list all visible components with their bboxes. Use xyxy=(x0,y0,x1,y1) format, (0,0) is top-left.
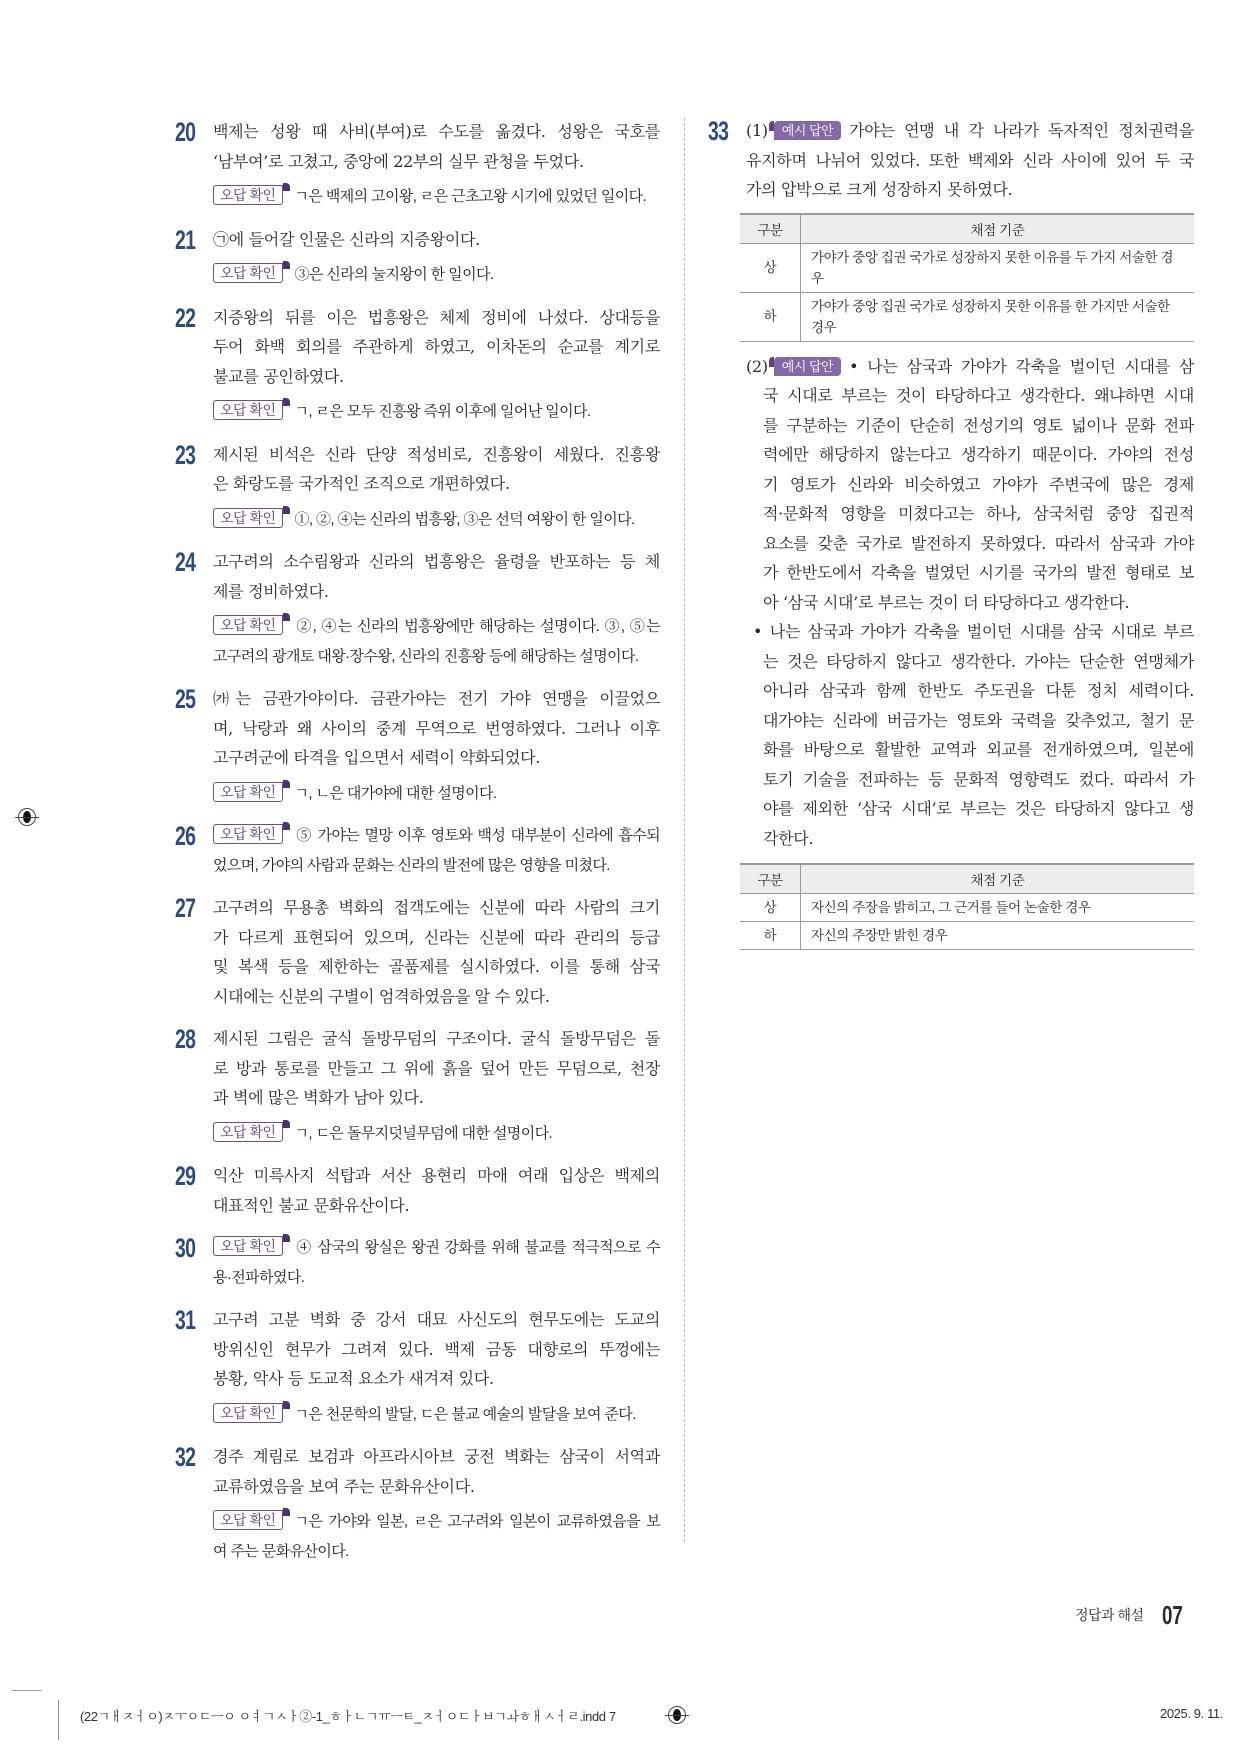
page-number: 07 xyxy=(1161,1600,1183,1630)
question-number: 21 xyxy=(175,224,196,255)
text: 야를 제외한 ‘삼국 시대’로 부르는 것은 타당하지 않다고 생 xyxy=(763,799,1194,818)
column-divider xyxy=(684,118,685,1542)
table-row xyxy=(740,292,1194,341)
answer-line: 로 방과 통로를 만들고 그 위에 흙을 덮어 만든 무덤으로, 천장 xyxy=(213,1058,660,1078)
answer-line: 익산 미륵사지 석탑과 서산 용현리 마애 여래 입상은 백제의 xyxy=(213,1166,660,1185)
question-number: 32 xyxy=(175,1442,196,1472)
wrong-check-badge: 오답 확인 xyxy=(213,185,283,205)
answer-line xyxy=(753,617,1194,647)
text: ㄱ, ㄹ은 모두 진흥왕 즉위 이후에 일어난 일이다. xyxy=(294,403,591,420)
note-line xyxy=(213,1537,660,1567)
text: ①, ②, ④는 신라의 법흥왕, ③은 선덕 여왕이 한 일이다. xyxy=(294,510,635,528)
text: 기 영토가 신라와 비슷하였고 가야가 주변국에 많은 경제 xyxy=(763,474,1194,494)
wrong-answer-note xyxy=(213,1233,660,1292)
answer-item xyxy=(175,547,660,671)
answer-line: 백제는 성왕 때 사비(부여)로 수도를 옮겼다. 성왕은 국호를 xyxy=(213,122,660,141)
answer-line xyxy=(763,440,1194,470)
wrong-check-badge: 오답 확인 xyxy=(213,782,283,802)
wrong-check-badge: 오답 확인 xyxy=(213,1510,283,1530)
question-number: 25 xyxy=(175,684,196,714)
wrong-check-badge: 오답 확인 xyxy=(213,824,283,844)
part-label: (2) xyxy=(746,356,768,376)
table-header: 구분 xyxy=(740,214,801,244)
answer-line: ㈎는 금관가야이다. 금관가야는 전기 가야 연맹을 이끌었으 xyxy=(213,689,660,708)
answer-line: 제를 정비하였다. xyxy=(213,581,329,601)
answer-line: 시대에는 신분의 구별이 엄격하였음을 알 수 있다. xyxy=(213,986,550,1006)
table-row xyxy=(740,243,1194,292)
text: ㄱ은 가야와 일본, ㄹ은 고구려와 일본이 교류하였음을 보 xyxy=(294,1513,660,1530)
text: • 나는 삼국과 가야가 각축을 벌이던 시대를 삼 xyxy=(849,356,1194,376)
text: ㄱ은 천문학의 발달, ㄷ은 불교 예술의 발달을 보여 준다. xyxy=(294,1405,636,1423)
text: 대가야는 신라에 버금가는 영토와 국력을 갖추었고, 철기 문 xyxy=(763,710,1194,730)
wrong-answer-note xyxy=(213,505,660,535)
text: 토기 기술을 전파하는 등 문화적 영향력도 컸다. 따라서 가 xyxy=(763,769,1194,789)
table-header: 채점 기준 xyxy=(801,214,1195,244)
scoring-table xyxy=(740,213,1194,342)
answer-line xyxy=(763,529,1194,559)
answer-line: 은 화랑도를 국가적인 조직으로 개편하였다. xyxy=(213,474,510,493)
answer-item xyxy=(175,1305,660,1429)
answer-line: 및 복색 등을 제한하는 골품제를 실시하였다. 이를 통해 삼국 xyxy=(213,957,660,976)
answer-line xyxy=(746,116,1194,146)
note-line xyxy=(213,642,660,672)
text: ④ 삼국의 왕실은 왕권 강화를 위해 불교를 적극적으로 수 xyxy=(294,1239,660,1256)
answer-item xyxy=(175,225,660,290)
text: • 나는 삼국과 가야가 각축을 벌이던 시대를 삼국 시대로 부르 xyxy=(753,622,1194,641)
answer-part-2 xyxy=(708,352,1194,854)
note-line xyxy=(213,182,660,212)
answer-line xyxy=(763,381,1194,411)
answer-line xyxy=(763,735,1194,765)
answer-line xyxy=(763,676,1194,706)
text: 용·전파하였다. xyxy=(213,1268,305,1286)
question-number: 22 xyxy=(175,302,196,333)
wrong-answer-note xyxy=(213,821,660,880)
text: 적·문화적 영향을 미쳤다고는 하나, 삼국처럼 중앙 집권적 xyxy=(763,504,1194,523)
text: 는 것은 타당하지 않다고 생각한다. 가야는 단순한 연맹체가 xyxy=(763,651,1194,671)
answer-item xyxy=(175,303,660,427)
table-cell: 가야가 중앙 집권 국가로 성장하지 못한 이유를 두 가지 서술한 경우 xyxy=(801,243,1195,292)
example-answer-badge: 예시 답안 xyxy=(774,121,841,140)
answer-line: 고구려군에 타격을 입으면서 세력이 약화되었다. xyxy=(213,748,541,767)
left-column xyxy=(175,117,660,1579)
answer-item xyxy=(175,684,660,808)
answer-line: ‘남부여’로 고쳤고, 중앙에 22부의 실무 관청을 두었다. xyxy=(213,151,584,171)
answer-line: 경주 계림로 보검과 아프라시아브 궁전 벽화는 삼국이 서역과 xyxy=(213,1447,660,1466)
answer-line xyxy=(763,706,1194,736)
text: ㄱ, ㄷ은 돌무지덧널무덤에 대한 설명이다. xyxy=(294,1124,553,1142)
text: 아 ‘삼국 시대’로 부르는 것이 더 타당하다고 생각한다. xyxy=(763,592,1130,612)
answer-item xyxy=(175,821,660,880)
crop-mark xyxy=(12,1690,42,1691)
note-line xyxy=(213,779,660,809)
wrong-check-badge: 오답 확인 xyxy=(213,615,283,635)
answer-line xyxy=(746,146,1194,176)
note-line xyxy=(213,1233,660,1263)
print-date: 2025. 9. 11. xyxy=(1160,1706,1223,1721)
question-number: 29 xyxy=(175,1161,196,1191)
text: 를 구분하는 기준이 단순히 전성기의 영토 넓이나 문화 전파 xyxy=(763,415,1194,435)
text: 아니라 삼국과 함께 한반도 주도권을 다툰 정치 세력이다. xyxy=(763,681,1194,700)
answer-line xyxy=(763,588,1194,618)
part-label: (1) xyxy=(746,121,768,140)
wrong-answer-note xyxy=(213,1119,660,1149)
wrong-answer-note xyxy=(213,1400,660,1430)
answer-line xyxy=(763,765,1194,795)
question-number: 33 xyxy=(708,116,729,146)
wrong-check-badge: 오답 확인 xyxy=(213,1403,283,1423)
answer-line: 두어 화백 회의를 주관하게 하였고, 이차돈의 순교를 계기로 xyxy=(213,337,660,356)
table-cell: 하 xyxy=(740,922,801,950)
note-line xyxy=(213,505,660,535)
answer-item xyxy=(175,893,660,1011)
text: 가의 압박으로 크게 성장하지 못하였다. xyxy=(746,180,1013,199)
answer-line xyxy=(746,352,1194,382)
file-slug: (22ㄱㅐㅈㅓㅇ)ㅈㅜㅇㄷㅡㅇ ㅇㅕㄱㅅㅏ②-1_ㅎㅏㄴㄱㅠㅡㅌ_ㅈㅓㅇㄷㅏㅂㄱㅘㅎㅐㅅㅓㄹ.indd 7 xyxy=(80,1709,616,1724)
text: ㄱ은 백제의 고이왕, ㄹ은 근초고왕 시기에 있었던 일이다. xyxy=(294,188,647,205)
answer-line: ㉠에 들어갈 인물은 신라의 지증왕이다. xyxy=(213,229,480,249)
wrong-check-badge: 오답 확인 xyxy=(213,263,283,283)
text: ⑤ 가야는 멸망 이후 영토와 백성 대부분이 신라에 흡수되 xyxy=(294,827,660,844)
text: 가야는 연맹 내 각 나라가 독자적인 정치권력을 xyxy=(849,121,1194,140)
answer-line: 가 다르게 표현되어 있으며, 신라는 신분에 따라 관리의 등급 xyxy=(213,927,660,947)
answer-line xyxy=(763,558,1194,588)
text: ㄱ, ㄴ은 대가야에 대한 설명이다. xyxy=(294,784,497,802)
answer-line: 고구려의 무용총 벽화의 접객도에는 신분에 따라 사람의 크기 xyxy=(213,898,660,917)
answer-item xyxy=(175,440,660,535)
answer-line: 방위신인 현무가 그려져 있다. 백제 금동 대향로의 뚜껑에는 xyxy=(213,1339,660,1359)
answer-line: 제시된 그림은 굴식 돌방무덤의 구조이다. 굴식 돌방무덤은 돌 xyxy=(213,1029,660,1048)
answer-item xyxy=(175,1024,660,1148)
question-number: 24 xyxy=(175,547,196,577)
answer-item xyxy=(175,1442,660,1566)
wrong-check-badge: 오답 확인 xyxy=(213,1122,283,1142)
crop-mark xyxy=(58,1700,59,1740)
text: ③은 신라의 눌지왕이 한 일이다. xyxy=(294,266,494,283)
text: 여 주는 문화유산이다. xyxy=(213,1542,349,1560)
answer-line: 대표적인 불교 문화유산이다. xyxy=(213,1195,410,1215)
text: 국 시대로 부르는 것이 타당하다고 생각한다. 왜냐하면 시대 xyxy=(763,386,1194,405)
registration-mark-icon xyxy=(668,1706,686,1724)
answer-item xyxy=(175,1233,660,1292)
note-line xyxy=(213,612,660,642)
table-row xyxy=(740,894,1194,922)
right-column xyxy=(708,116,1194,950)
answer-line xyxy=(763,794,1194,824)
wrong-answer-note xyxy=(213,397,660,427)
answer-line xyxy=(763,499,1194,529)
note-line xyxy=(213,397,660,427)
wrong-answer-note xyxy=(213,1507,660,1566)
note-line xyxy=(213,1119,660,1149)
answer-item xyxy=(175,1161,660,1220)
table-cell: 상 xyxy=(740,894,801,922)
answer-line: 고구려의 소수림왕과 신라의 법흥왕은 율령을 반포하는 등 체 xyxy=(213,552,660,571)
note-line xyxy=(213,1263,660,1293)
answer-line: 봉황, 악사 등 도교적 요소가 새겨져 있다. xyxy=(213,1369,494,1388)
text: 었으며, 가야의 사람과 문화는 신라의 발전에 많은 영향을 미쳤다. xyxy=(213,856,610,874)
scoring-table xyxy=(740,863,1194,950)
note-line xyxy=(213,851,660,881)
note-line xyxy=(213,821,660,851)
text: 력에만 해당하지 않는다고 생각하기 때문이다. 가야의 전성 xyxy=(763,445,1194,464)
table-header-row xyxy=(740,214,1194,244)
wrong-check-badge: 오답 확인 xyxy=(213,400,283,420)
answer-line xyxy=(763,824,1194,854)
table-row xyxy=(740,922,1194,950)
question-number: 28 xyxy=(175,1024,196,1054)
answer-line: 불교를 공인하였다. xyxy=(213,366,344,386)
answer-item xyxy=(175,117,660,212)
question-number: 30 xyxy=(175,1233,196,1263)
wrong-check-badge: 오답 확인 xyxy=(213,508,283,528)
text: 각한다. xyxy=(763,828,814,848)
note-line xyxy=(213,260,660,290)
note-line xyxy=(213,1400,660,1430)
wrong-answer-note xyxy=(213,612,660,671)
table-cell: 가야가 중앙 집권 국가로 성장하지 못한 이유를 한 가지만 서술한 경우 xyxy=(801,292,1195,341)
text: 요소를 갖춘 국가로 발전하지 못하였다. 따라서 삼국과 가야 xyxy=(763,533,1194,553)
text: ②, ④는 신라의 법흥왕에만 해당하는 설명이다. ③, ⑤는 xyxy=(294,618,660,635)
wrong-answer-note xyxy=(213,260,660,290)
question-number: 31 xyxy=(175,1305,196,1335)
registration-mark-icon xyxy=(18,808,36,826)
table-header: 채점 기준 xyxy=(801,864,1195,894)
wrong-answer-note xyxy=(213,779,660,809)
answer-line xyxy=(746,175,1194,205)
page-footer xyxy=(1075,1600,1191,1631)
wrong-check-badge: 오답 확인 xyxy=(213,1236,283,1256)
text: 가 한반도에서 각축을 벌였던 시기를 국가의 발전 형태로 보 xyxy=(763,563,1194,582)
answer-item xyxy=(708,116,1194,205)
answer-line xyxy=(763,647,1194,677)
table-cell: 상 xyxy=(740,243,801,292)
answer-line: 제시된 비석은 신라 단양 적성비로, 진흥왕이 세웠다. 진흥왕 xyxy=(213,444,660,464)
table-header-row xyxy=(740,864,1194,894)
question-number: 27 xyxy=(175,893,196,923)
answer-line: 지증왕의 뒤를 이은 법흥왕은 체제 정비에 나섰다. 상대등을 xyxy=(213,307,660,327)
text: 유지하며 나뉘어 있었다. 또한 백제와 신라 사이에 있어 두 국 xyxy=(746,150,1194,170)
question-number: 26 xyxy=(175,821,196,851)
table-cell: 자신의 주장을 밝히고, 그 근거를 들어 논술한 경우 xyxy=(801,894,1195,922)
answer-line: 과 벽에 많은 벽화가 남아 있다. xyxy=(213,1088,424,1107)
answer-line xyxy=(763,470,1194,500)
wrong-answer-note xyxy=(213,182,660,212)
question-number: 20 xyxy=(175,117,196,147)
answer-line xyxy=(763,411,1194,441)
answer-line: 교류하였음을 보여 주는 문화유산이다. xyxy=(213,1476,475,1496)
table-header: 구분 xyxy=(740,864,801,894)
example-answer-badge: 예시 답안 xyxy=(774,357,841,376)
text: 고구려의 광개토 대왕·장수왕, 신라의 진흥왕 등에 해당하는 설명이다. xyxy=(213,647,639,665)
text: 화를 바탕으로 활발한 교역과 외교를 전개하였으며, 일본에 xyxy=(763,740,1194,759)
answer-line: 며, 낙랑과 왜 사이의 중계 무역으로 번영하였다. 그러나 이후 xyxy=(213,718,660,738)
question-number: 23 xyxy=(175,439,196,470)
note-line xyxy=(213,1507,660,1537)
section-title: 정답과 해설 xyxy=(1075,1607,1144,1623)
answer-line: 고구려 고분 벽화 중 강서 대묘 사신도의 현무도에는 도교의 xyxy=(213,1310,660,1329)
table-cell: 자신의 주장만 밝힌 경우 xyxy=(801,922,1195,950)
table-cell: 하 xyxy=(740,292,801,341)
